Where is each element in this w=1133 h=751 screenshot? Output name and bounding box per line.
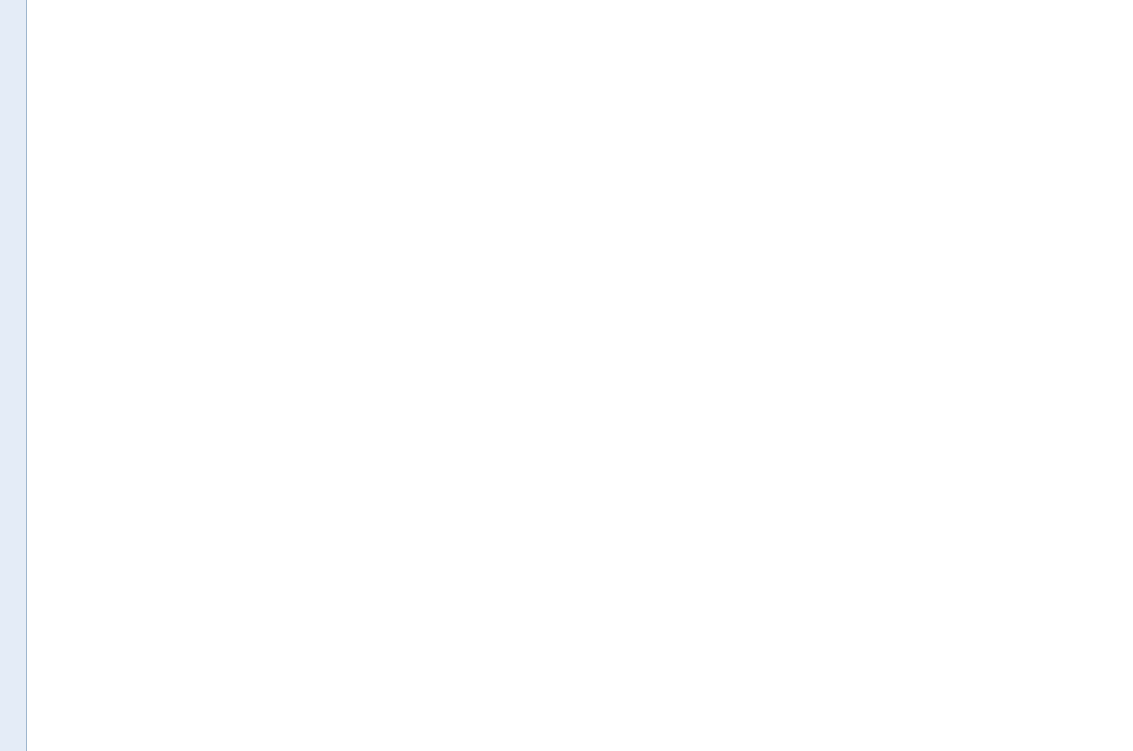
row-header-column — [0, 0, 27, 751]
